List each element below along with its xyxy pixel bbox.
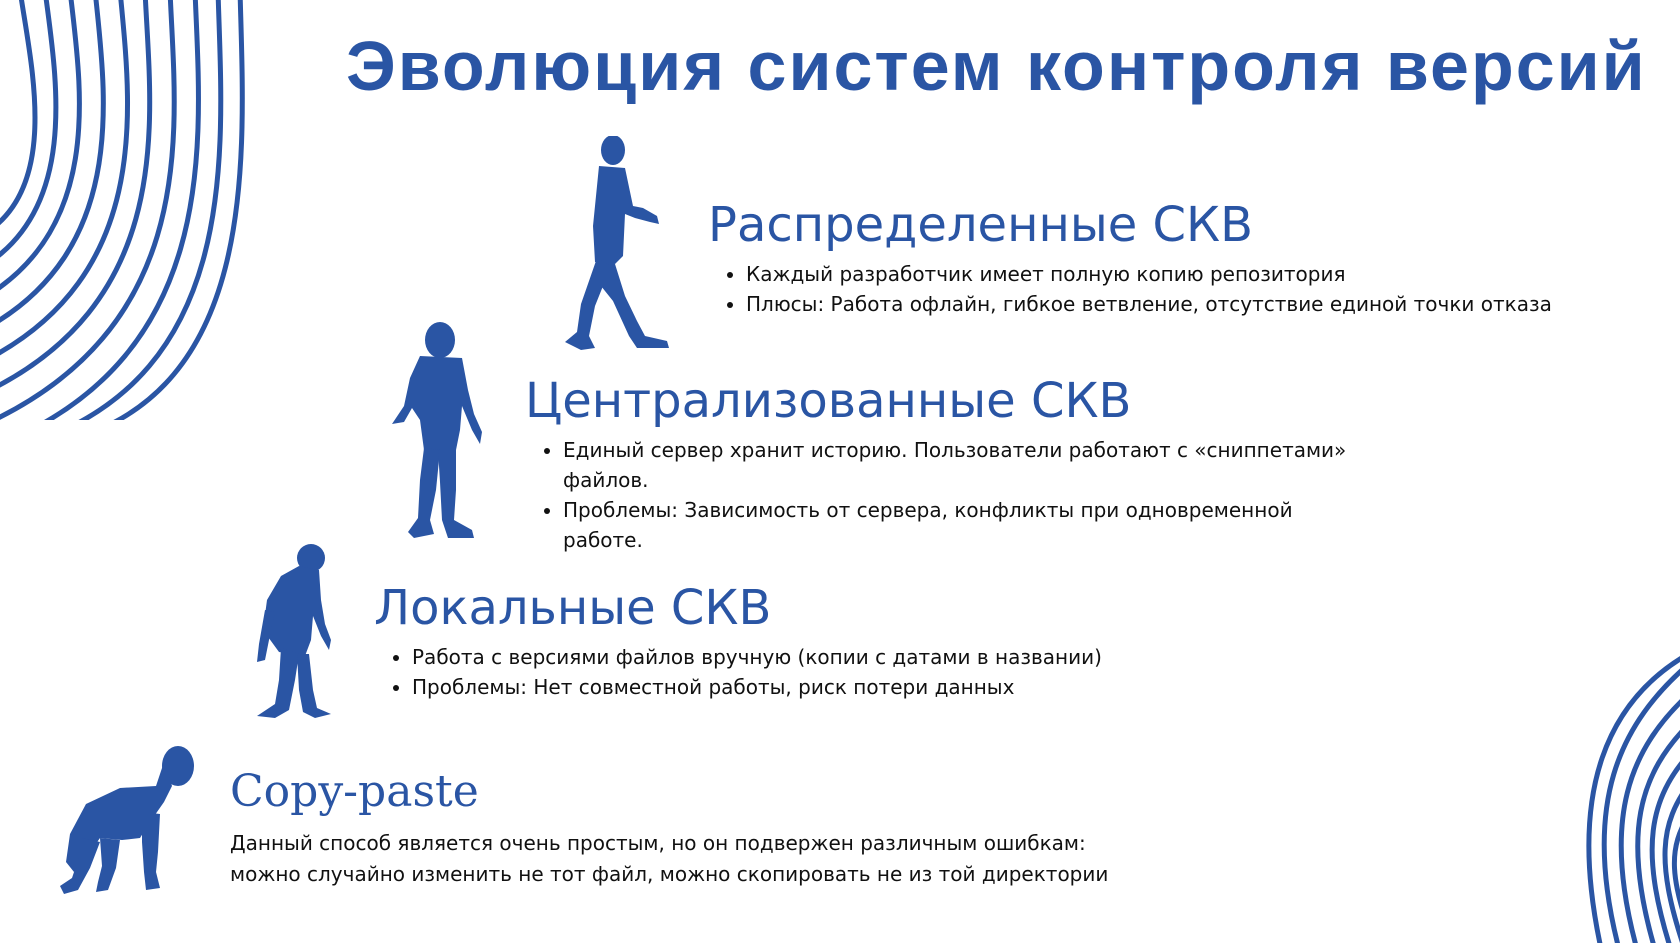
stage-copy-paste (230, 764, 1108, 890)
wave-lines-decoration-left (0, 0, 270, 420)
bullet-item: • Проблемы: Зависимость от сервера, конфликты при одновременной работе. (563, 495, 1363, 555)
bullet-item: • Единый сервер хранит историю. Пользователи работают с «сниппетами» файлов. (563, 435, 1363, 495)
stage-bullets (525, 435, 1363, 555)
stage-bullets (374, 642, 1102, 702)
stage-local-vcs (374, 580, 1102, 702)
stage-heading: Локальные СКВ (374, 580, 772, 636)
stage-bullets (708, 259, 1552, 319)
walking-human-icon (555, 136, 685, 358)
wave-lines-decoration-right (1560, 653, 1680, 943)
bullet-item: • Проблемы: Нет совместной работы, риск потери данных (412, 672, 1102, 702)
ape-icon (60, 742, 200, 902)
description-line: можно случайно изменить не тот файл, можно скопировать не из той директории (230, 862, 1109, 886)
stage-distributed-vcs (708, 197, 1552, 319)
stage-description (230, 828, 1108, 890)
early-human-icon (390, 320, 500, 546)
bullet-item: • Каждый разработчик имеет полную копию репозитория (746, 259, 1552, 289)
description-line: Данный способ является очень простым, но он подвержен различным ошибкам: (230, 831, 1086, 855)
bullet-item: • Работа с версиями файлов вручную (копии с датами в названии) (412, 642, 1102, 672)
stage-heading: Распределенные СКВ (708, 197, 1254, 253)
stage-heading: Copy-paste (230, 766, 479, 817)
bullet-item: • Плюсы: Работа офлайн, гибкое ветвление, отсутствие единой точки отказа (746, 289, 1552, 319)
stage-heading: Централизованные СКВ (525, 373, 1132, 429)
stage-centralized-vcs (525, 373, 1405, 555)
page-title: Эволюция систем контроля версий (346, 27, 1647, 105)
hominid-icon (255, 540, 345, 720)
